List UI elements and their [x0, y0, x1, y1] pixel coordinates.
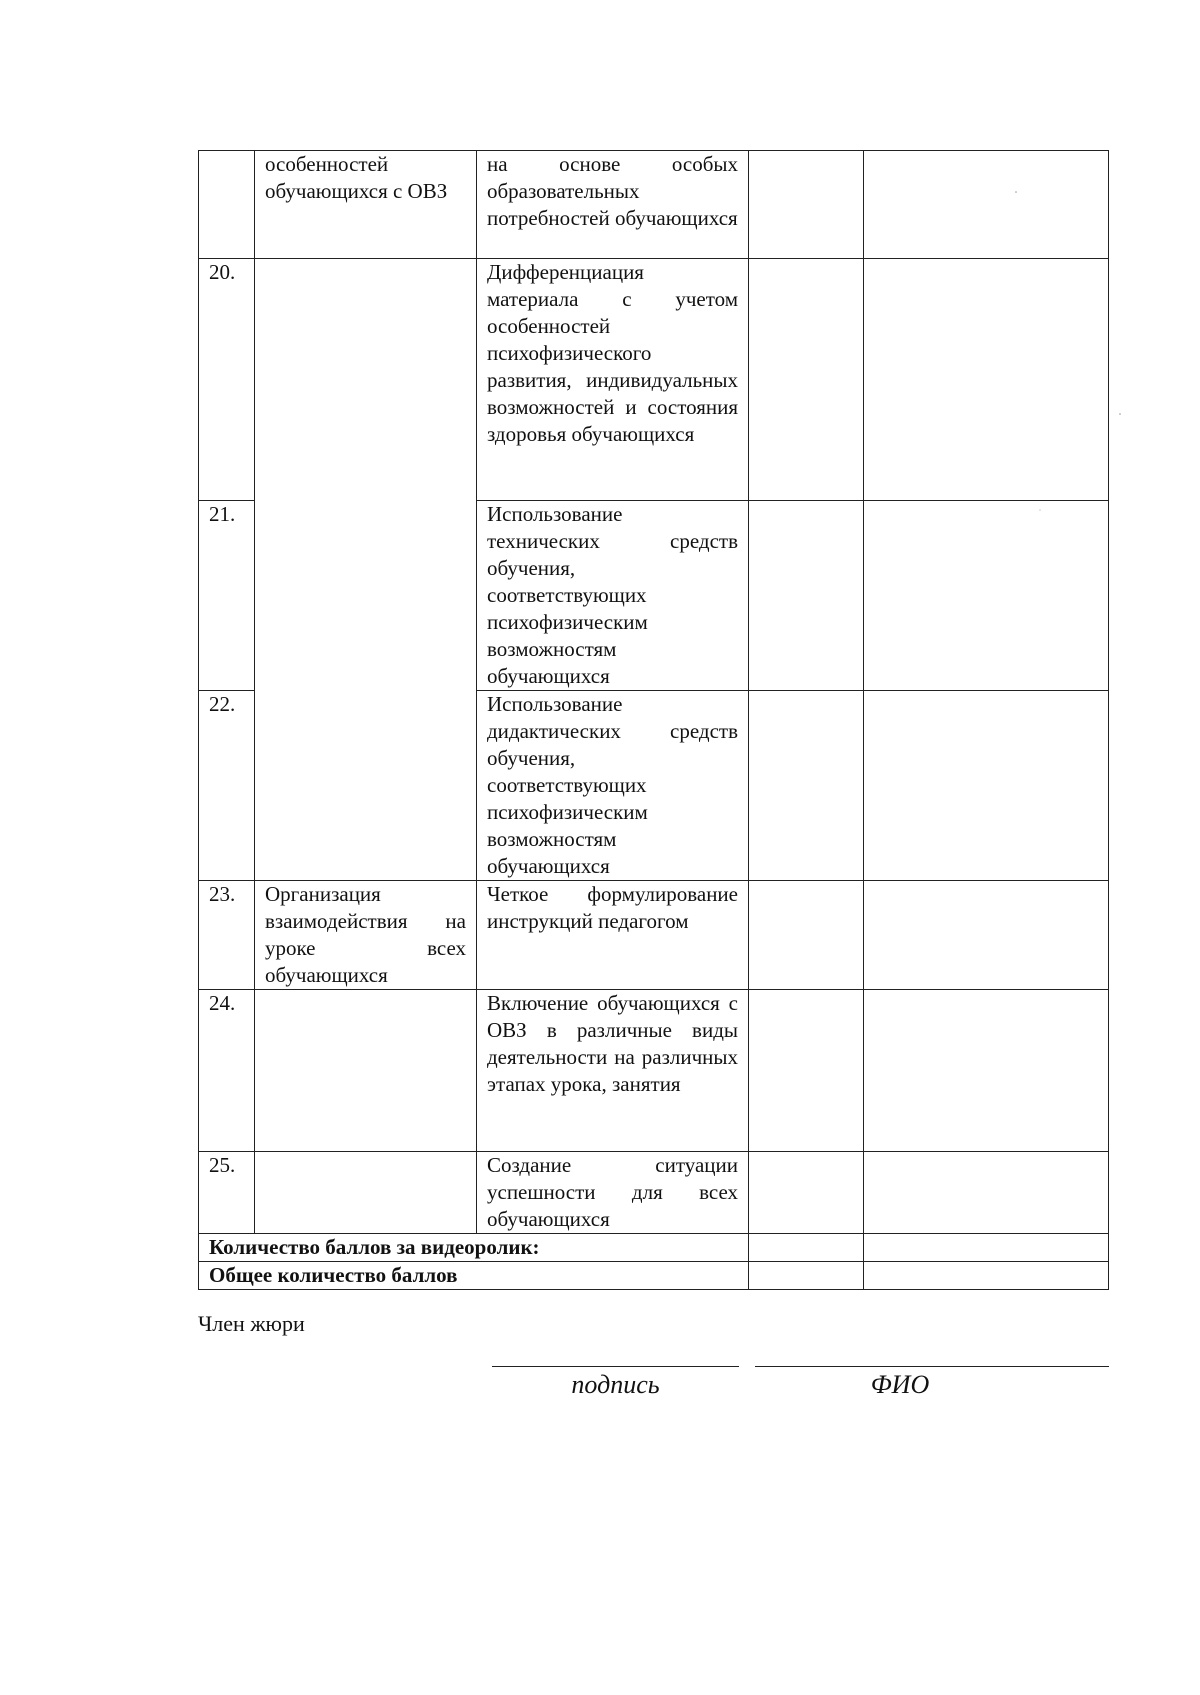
name-caption: ФИО [870, 1370, 930, 1399]
criterion-text: Использование дидактических средств обучения, соответствующих психофизическим возможностям обучающихся [487, 692, 738, 878]
section-text: Организация взаимодействия на уроке всех обучающихся [265, 882, 466, 987]
criterion-text: Включение обучающихся с ОВЗ в различные виды деятельности на различных этапах урока, занятия [487, 991, 738, 1096]
criterion-text: Создание ситуации успешности для всех обучающихся [487, 1153, 738, 1231]
row-number: 23. [199, 881, 255, 990]
criterion-text: на основе особых образовательных потребностей обучающихся [487, 152, 738, 230]
video-points-label: Количество баллов за видеоролик: [199, 1234, 749, 1262]
row-number: 20. [199, 259, 255, 501]
jury-member-label: Член жюри [198, 1311, 305, 1336]
section-text: особенностей обучающихся с ОВЗ [265, 152, 448, 203]
criterion-text: Использование технических средств обучения, соответствующих психофизическим возможностям обучающихся [487, 502, 738, 688]
overall-points-label: Общее количество баллов [199, 1262, 749, 1290]
row-number: 22. [199, 691, 255, 881]
row-number: 25. [199, 1152, 255, 1234]
criterion-text: Дифференциация материала с учетом особенностей психофизического развития, индивидуальных возможностей и состояния здоровья обучающихся [487, 260, 738, 446]
signature-caption: подпись [571, 1370, 660, 1399]
row-number: 24. [199, 990, 255, 1152]
criterion-text: Четкое формулирование инструкций педагогом [487, 882, 738, 933]
row-number: 21. [199, 501, 255, 691]
